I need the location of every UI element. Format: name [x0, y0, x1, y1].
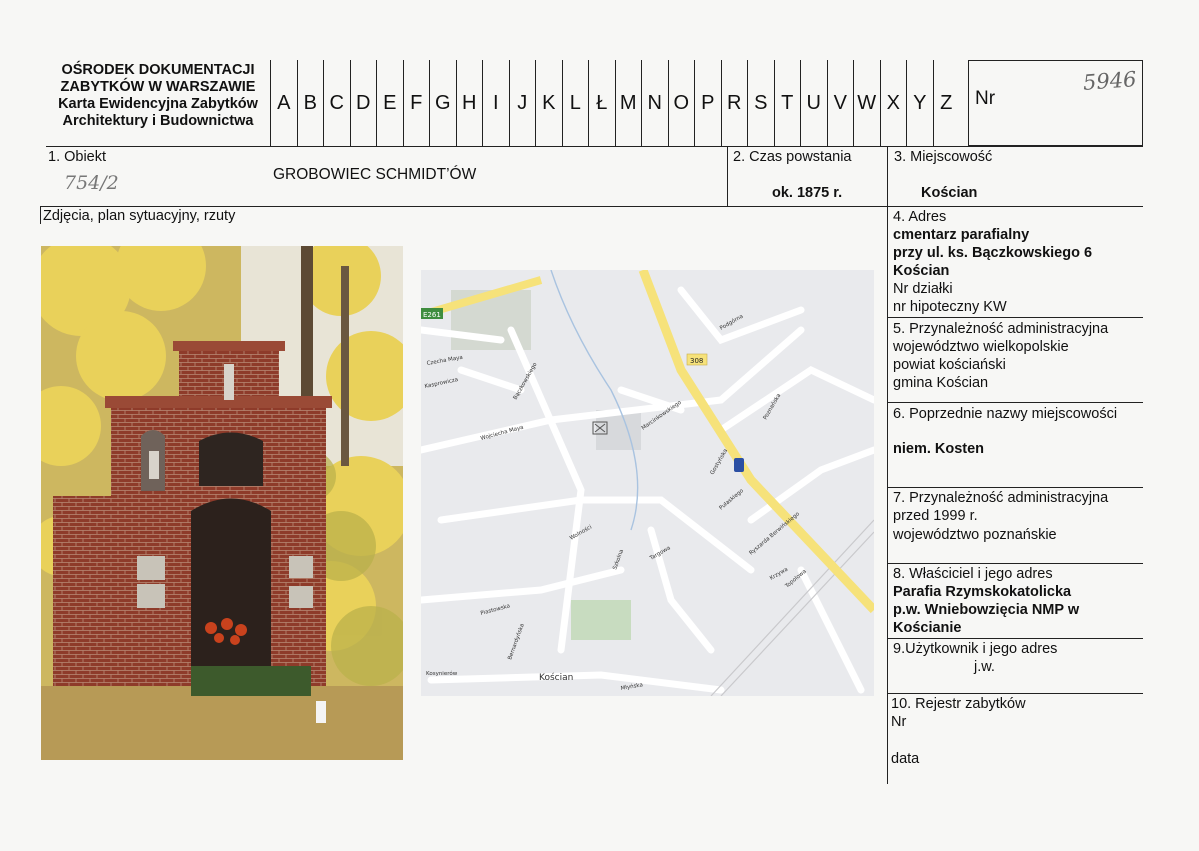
admin-voivodeship: województwo wielkopolskie: [893, 339, 1069, 355]
user-label: 9.Użytkownik i jego adres: [893, 641, 1058, 657]
owner-line-3: Kościanie: [893, 620, 962, 636]
location-map: [421, 270, 874, 696]
location-map-illustration: [421, 270, 874, 696]
card-line-1: Karta Ewidencyjna Zabytków: [58, 96, 258, 112]
map-street-label: Czecha Maya: [426, 354, 464, 367]
place-label: 3. Miejscowość: [894, 149, 993, 165]
admin-label: 5. Przynależność administracyjna: [893, 321, 1109, 337]
map-street-label: Poznańska: [762, 392, 783, 421]
map-street-label: Bączkowskiego: [512, 361, 539, 401]
address-line-1: cmentarz parafialny: [893, 227, 1030, 243]
handwritten-object-code: 754/2: [64, 172, 119, 194]
admin-county: powiat kościański: [893, 357, 1006, 373]
map-street-label: Podgórna: [719, 313, 745, 332]
admin-before-label: 7. Przynależność administracyjna: [893, 490, 1109, 506]
index-letter: Z: [933, 60, 960, 146]
map-town-label: Kościan: [539, 673, 574, 683]
index-letter: K: [535, 60, 562, 146]
index-letter: V: [827, 60, 854, 146]
index-letter: Ł: [588, 60, 615, 146]
admin-commune: gmina Kościan: [893, 375, 989, 391]
index-letter: I: [482, 60, 509, 146]
index-letter: P: [694, 60, 721, 146]
index-letter: A: [270, 60, 297, 146]
map-street-label: Gostyńska: [709, 448, 730, 476]
photos-label: Zdjęcia, plan sytuacyjny, rzuty: [43, 208, 236, 224]
owner-label: 8. Właściciel i jego adres: [893, 566, 1053, 582]
org-line-2: ZABYTKÓW W WARSZAWIE: [60, 79, 256, 95]
map-road-label-e: E261: [423, 311, 441, 319]
registry-nr: Nr: [891, 714, 907, 730]
map-street-label: Krzywa: [769, 566, 790, 582]
index-letter: R: [721, 60, 748, 146]
index-letter: N: [641, 60, 668, 146]
index-letter: W: [853, 60, 880, 146]
org-line-1: OŚRODEK DOKUMENTACJI: [61, 62, 255, 78]
institution-name: [46, 62, 270, 130]
index-letter: M: [615, 60, 642, 146]
mortgage-label: nr hipoteczny KW: [893, 299, 1007, 315]
map-street-label: Wojciecha Maya: [479, 424, 525, 442]
map-street-label: Młyńska: [620, 682, 644, 692]
handwritten-number: 5946: [1082, 67, 1138, 95]
index-letter: U: [800, 60, 827, 146]
index-letter: O: [668, 60, 695, 146]
map-street-label: Targowa: [649, 545, 672, 562]
registry-date: data: [891, 751, 920, 767]
former-names-label: 6. Poprzednie nazwy miejscowości: [893, 406, 1118, 422]
index-letter: L: [562, 60, 589, 146]
address-line-2: przy ul. ks. Bączkowskiego 6: [893, 245, 1093, 261]
index-letter: X: [880, 60, 907, 146]
map-street-label: Topolowa: [784, 568, 808, 590]
place-value: Kościan: [921, 185, 978, 201]
index-letter: C: [323, 60, 350, 146]
index-letter: E: [376, 60, 403, 146]
admin-before-value: województwo poznańskie: [893, 527, 1057, 543]
map-street-label: Kosynierów: [426, 671, 458, 677]
map-street-label: Marcinkowskiego: [640, 399, 683, 432]
alphabet-index: [270, 60, 959, 146]
card-line-2: Architektury i Budownictwa: [62, 113, 254, 129]
former-names-value: niem. Kosten: [893, 441, 985, 457]
number-box: [968, 60, 1143, 146]
index-letter: F: [403, 60, 430, 146]
index-letter: H: [456, 60, 483, 146]
plot-number-label: Nr działki: [893, 281, 953, 297]
index-letter: G: [429, 60, 456, 146]
map-street-label: Szkolna: [612, 548, 626, 571]
user-value: j.w.: [974, 659, 995, 675]
index-letter: D: [350, 60, 377, 146]
address-label: 4. Adres: [893, 209, 947, 225]
address-line-3: Kościan: [893, 263, 950, 279]
index-letter: T: [774, 60, 801, 146]
map-street-label: Ryszarda Berwińskiego: [748, 511, 801, 557]
object-label: 1. Obiekt: [48, 149, 107, 165]
index-letter: Y: [906, 60, 933, 146]
admin-before-label-2: przed 1999 r.: [893, 508, 978, 524]
owner-line-2: p.w. Wniebowzięcia NMP w: [893, 602, 1080, 618]
map-street-label: Bernardyńska: [507, 623, 526, 661]
index-letter: J: [509, 60, 536, 146]
tomb-photo-illustration: [41, 246, 403, 760]
map-street-label: Wolności: [569, 524, 594, 542]
owner-line-1: Parafia Rzymskokatolicka: [893, 584, 1072, 600]
date-label: 2. Czas powstania: [733, 149, 852, 165]
date-value: ok. 1875 r.: [772, 185, 843, 201]
tomb-photo: [41, 246, 403, 760]
index-letter: B: [297, 60, 324, 146]
map-street-label: Piastowska: [479, 603, 511, 617]
map-road-number: 308: [690, 357, 704, 365]
nr-label: Nr: [975, 88, 996, 109]
index-letter: S: [747, 60, 774, 146]
map-street-label: Kasprowicza: [424, 377, 459, 390]
map-street-label: Pułaskiego: [718, 487, 745, 512]
registry-label: 10. Rejestr zabytków: [891, 696, 1026, 712]
object-name: GROBOWIEC SCHMIDT’ÓW: [273, 166, 477, 183]
